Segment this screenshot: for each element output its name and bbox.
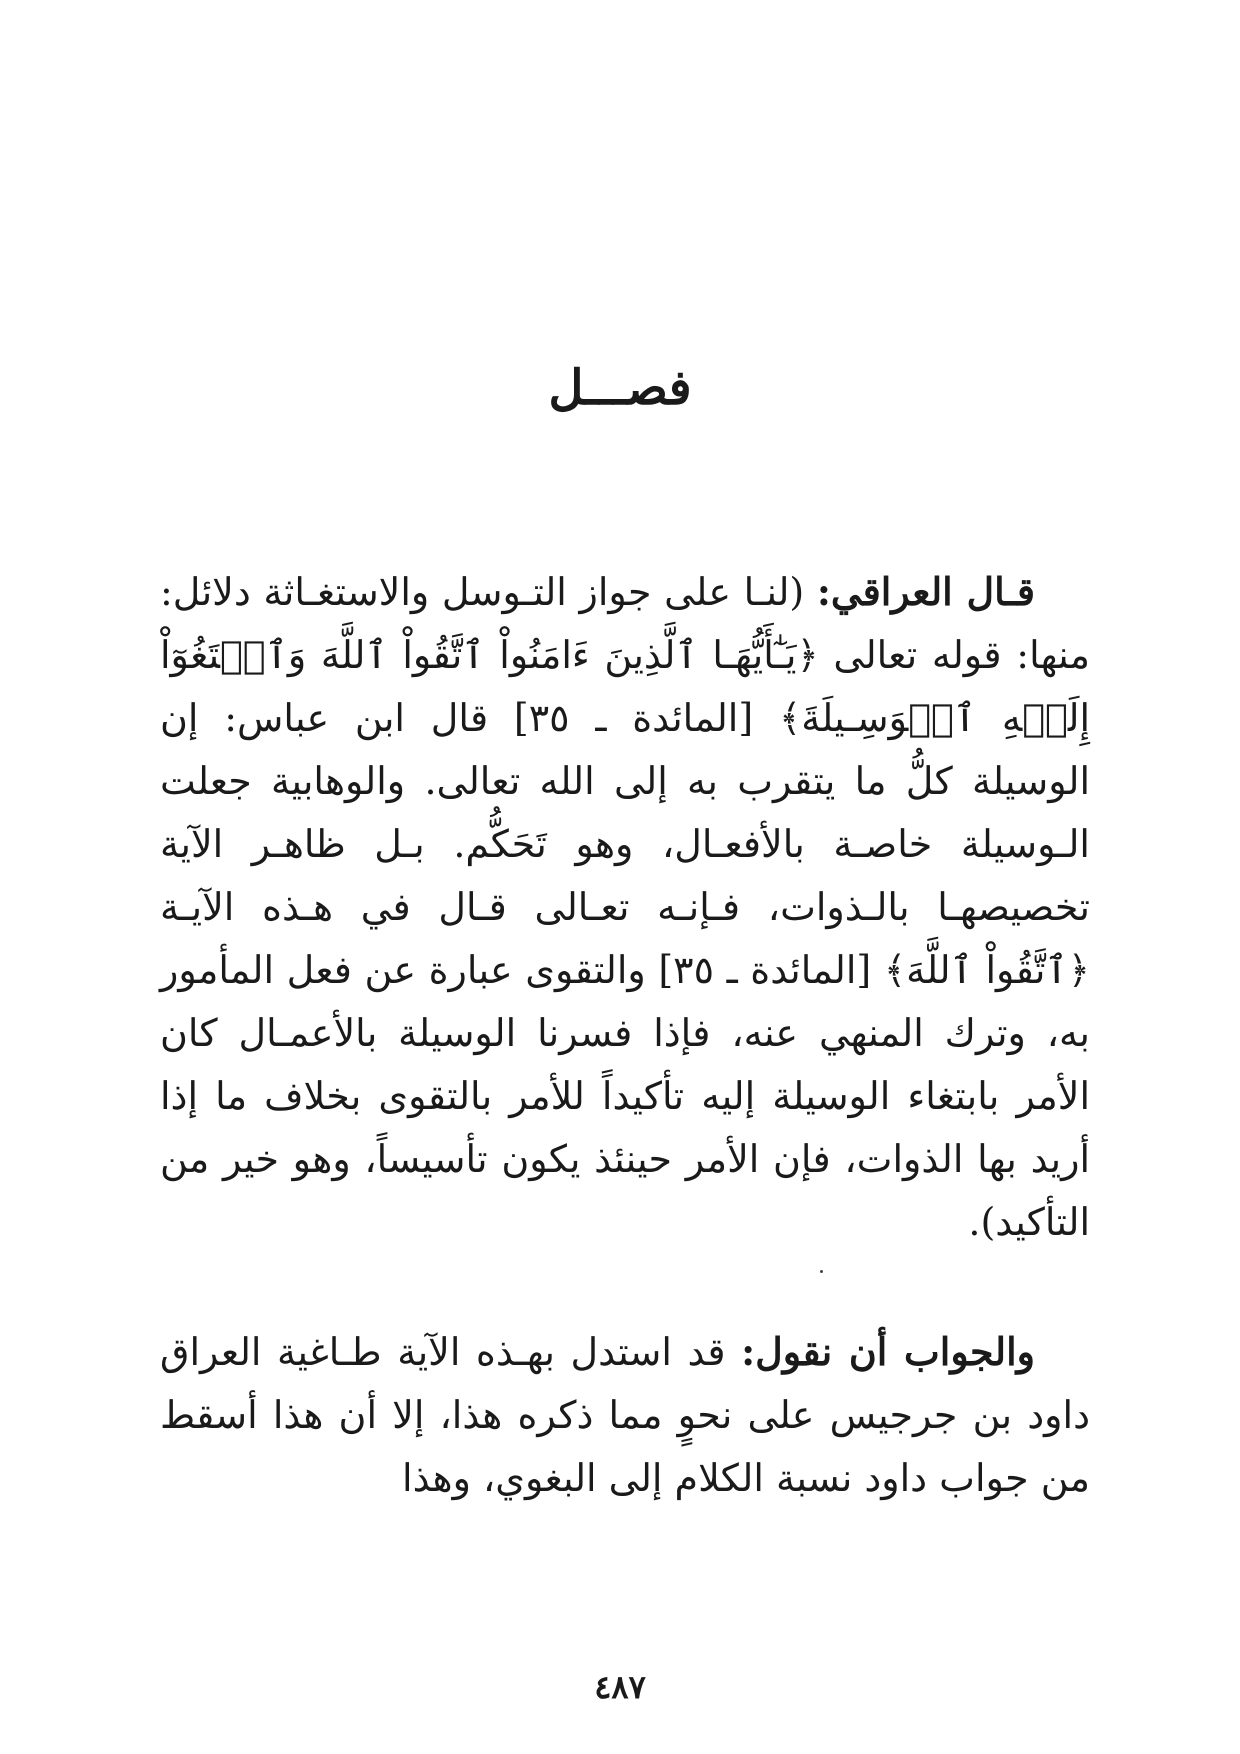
- paragraph-1-text: (لنـا على جواز التـوسل والاستغـاثة دلائل: منها: قوله تعالى ﴿يَـٰٓأَيُّهَـا ٱلَّذِينَ ءَامَنُواْ ٱتَّقُواْ ٱللَّهَ وَٱبۡتَغُوٓاْ إِلَيۡهِ ٱلۡوَسِـيلَةَ﴾ [المائدة ـ ٣٥] قال ابن عباس: إن الوسيلة كلُّ ما يتقرب به إلى الله تعالى. والوهابية جعلت الـوسيلة خاصـة بالأفعـال، وهو تَحَكُّم. بـل ظاهـر الآية تخصيصهـا بالـذوات، فـإنـه تعـالى قـال في هـذه الآيـة ﴿ٱتَّقُواْ ٱللَّهَ﴾ [المائدة ـ ٣٥] والتقوى عبارة عن فعل المأمور به، وترك المنهي عنه، فإذا فسرنا الوسيلة بالأعمـال كان الأمر بابتغاء الوسيلة إليه تأكيداً للأمر بالتقوى بخلاف ما إذا أريد بها الذوات، فإن الأمر حينئذ يكون تأسيساً، وهو خير من التأكيد).: [160, 570, 1090, 1244]
- paragraph-2: [160, 1320, 1090, 1510]
- paragraph-2-lead: والجواب أن نقول:: [741, 1329, 1035, 1374]
- paragraph-2-text: قد استدل بهـذه الآية طـاغية العراق داود بن جرجيس على نحوٍ مما ذكره هذا، إلا أن هذا أسقط من جواب داود نسبة الكلام إلى البغوي، وهذا: [160, 1330, 1090, 1500]
- paragraph-1: [160, 560, 1090, 1254]
- paragraph-1-lead: قـال العراقي:: [816, 569, 1035, 614]
- page-number: ٤٨٧: [594, 1668, 646, 1706]
- section-heading: فصـــل: [548, 360, 692, 416]
- paragraph-answer: [160, 1320, 1090, 1510]
- stray-mark: [820, 1270, 823, 1273]
- paragraph-quote: [160, 560, 1090, 1254]
